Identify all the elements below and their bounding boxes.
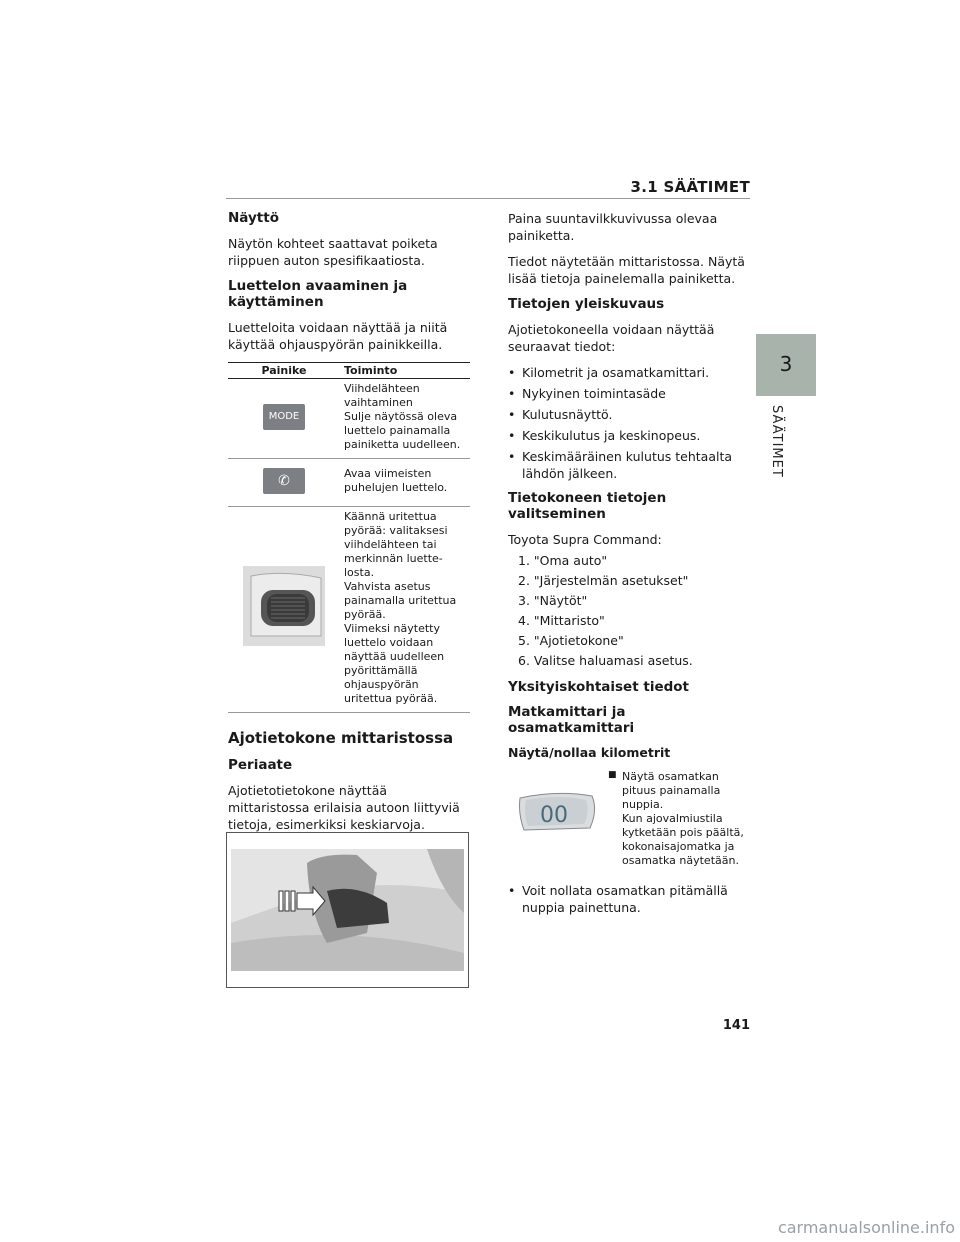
chapter-number: 3 bbox=[779, 352, 793, 376]
list-item: • Voit nollata osamatkan pitämällä nuppia painettuna. bbox=[508, 882, 753, 916]
list-item: • Keskikulutus ja keskinopeus. bbox=[508, 427, 753, 444]
para-luettelo: Luetteloita voidaan näyttää ja niitä käyttää ohjauspyörän painikkeilla. bbox=[228, 320, 448, 352]
para-paina: Paina suuntavilkkuvivussa olevaa painiketta. bbox=[508, 211, 718, 243]
thumb-wheel-icon bbox=[243, 566, 325, 646]
list-item: 4. "Mittaristo" bbox=[518, 613, 605, 628]
list-item: 1. "Oma auto" bbox=[518, 553, 608, 568]
header-rule bbox=[226, 198, 750, 199]
left-column bbox=[228, 210, 470, 867]
table-cell-text: Avaa viimeisten puhelujen luettelo. bbox=[340, 459, 470, 507]
heading-periaate: Periaate bbox=[228, 757, 293, 773]
table-row bbox=[228, 379, 470, 459]
phone-icon: ✆ bbox=[263, 468, 305, 494]
list-item: • Kulutusnäyttö. bbox=[508, 406, 753, 423]
heading-matkamittari: Matkamittari ja osamatkamittari bbox=[508, 704, 635, 736]
heading-valitseminen: Tietokoneen tietojen valitseminen bbox=[508, 490, 667, 522]
heading-yleiskuvaus: Tietojen yleiskuvaus bbox=[508, 296, 665, 312]
heading-ajotietokone: Ajotietokone mittaristossa bbox=[228, 729, 454, 747]
trip-knob-icon bbox=[518, 790, 598, 834]
watermark: carmanualsonline.info bbox=[777, 1218, 955, 1237]
table-row bbox=[228, 507, 470, 713]
km-block bbox=[508, 768, 753, 876]
list-item: • Nykyinen toimintasäde bbox=[508, 385, 753, 402]
right-column bbox=[508, 210, 753, 924]
lever-figure bbox=[226, 832, 469, 988]
chapter-tab bbox=[756, 334, 816, 396]
chapter-label: SÄÄTIMET bbox=[769, 405, 784, 478]
para-yleiskuvaus: Ajotietokoneella voidaan näyttää seuraavat tiedot: bbox=[508, 322, 715, 354]
km-note: Näytä osamatkan pituus painamalla nuppia. Kun ajovalmiustila kytketään pois päältä, kokonaisajomatka ja osamatka näytetään. bbox=[622, 770, 744, 867]
section-header: 3.1 SÄÄTIMET bbox=[630, 178, 750, 196]
table-cell-text: Käännä uritettua pyörää: valitaksesi viihdelähteen tai merkinnän luette-losta. Vahvista asetus painamalla uritettua pyörää. Viimeksi näytetty luettelo voidaan näyttää uudelleen pyörittämällä ohjauspyörän uritettua pyörää. bbox=[340, 507, 470, 713]
heading-yksityiskohtaiset: Yksityiskohtaiset tiedot bbox=[508, 679, 689, 695]
knob-label: 00 bbox=[540, 803, 568, 828]
reset-list bbox=[508, 882, 753, 916]
para-tiedot: Tiedot näytetään mittaristossa. Näytä lisää tietoja painelemalla painiketta. bbox=[508, 254, 745, 286]
list-item: 2. "Järjestelmän asetukset" bbox=[518, 573, 689, 588]
page-number: 141 bbox=[722, 1018, 750, 1033]
table-cell-text: Viihdelähteen vaihtaminen Sulje näytössä oleva luettelo painamalla painiketta uudelleen. bbox=[340, 379, 470, 459]
table-row bbox=[228, 459, 470, 507]
para-periaate: Ajotietotietokone näyttää mittaristossa erilaisia autoon liittyviä tietoja, esimerkiksi keskiarvoja. bbox=[228, 783, 460, 832]
heading-luettelo: Luettelon avaaminen ja käyttäminen bbox=[228, 278, 408, 310]
steps-list bbox=[508, 552, 753, 669]
square-bullet-icon: ■ bbox=[608, 770, 617, 780]
mode-button-icon: MODE bbox=[263, 404, 305, 430]
heading-nayta-nollaa: Näytä/nollaa kilometrit bbox=[508, 745, 671, 760]
list-item: 5. "Ajotietokone" bbox=[518, 633, 624, 648]
col-toiminto: Toiminto bbox=[340, 363, 470, 379]
para-nautto: Näytön kohteet saattavat poiketa riippuen auton spesifikaatiosta. bbox=[228, 236, 438, 268]
turn-signal-lever-illustration bbox=[227, 833, 468, 987]
list-item: • Keskimääräinen kulutus tehtaalta lähdön jälkeen. bbox=[508, 448, 753, 482]
heading-nautto: Näyttö bbox=[228, 210, 279, 226]
para-valitseminen: Toyota Supra Command: bbox=[508, 532, 662, 547]
list-item: 3. "Näytöt" bbox=[518, 593, 588, 608]
button-table bbox=[228, 362, 470, 713]
list-item: 6. Valitse haluamasi asetus. bbox=[518, 653, 693, 668]
col-painike: Painike bbox=[228, 363, 340, 379]
overview-list bbox=[508, 364, 753, 482]
list-item: • Kilometrit ja osamatkamittari. bbox=[508, 364, 753, 381]
